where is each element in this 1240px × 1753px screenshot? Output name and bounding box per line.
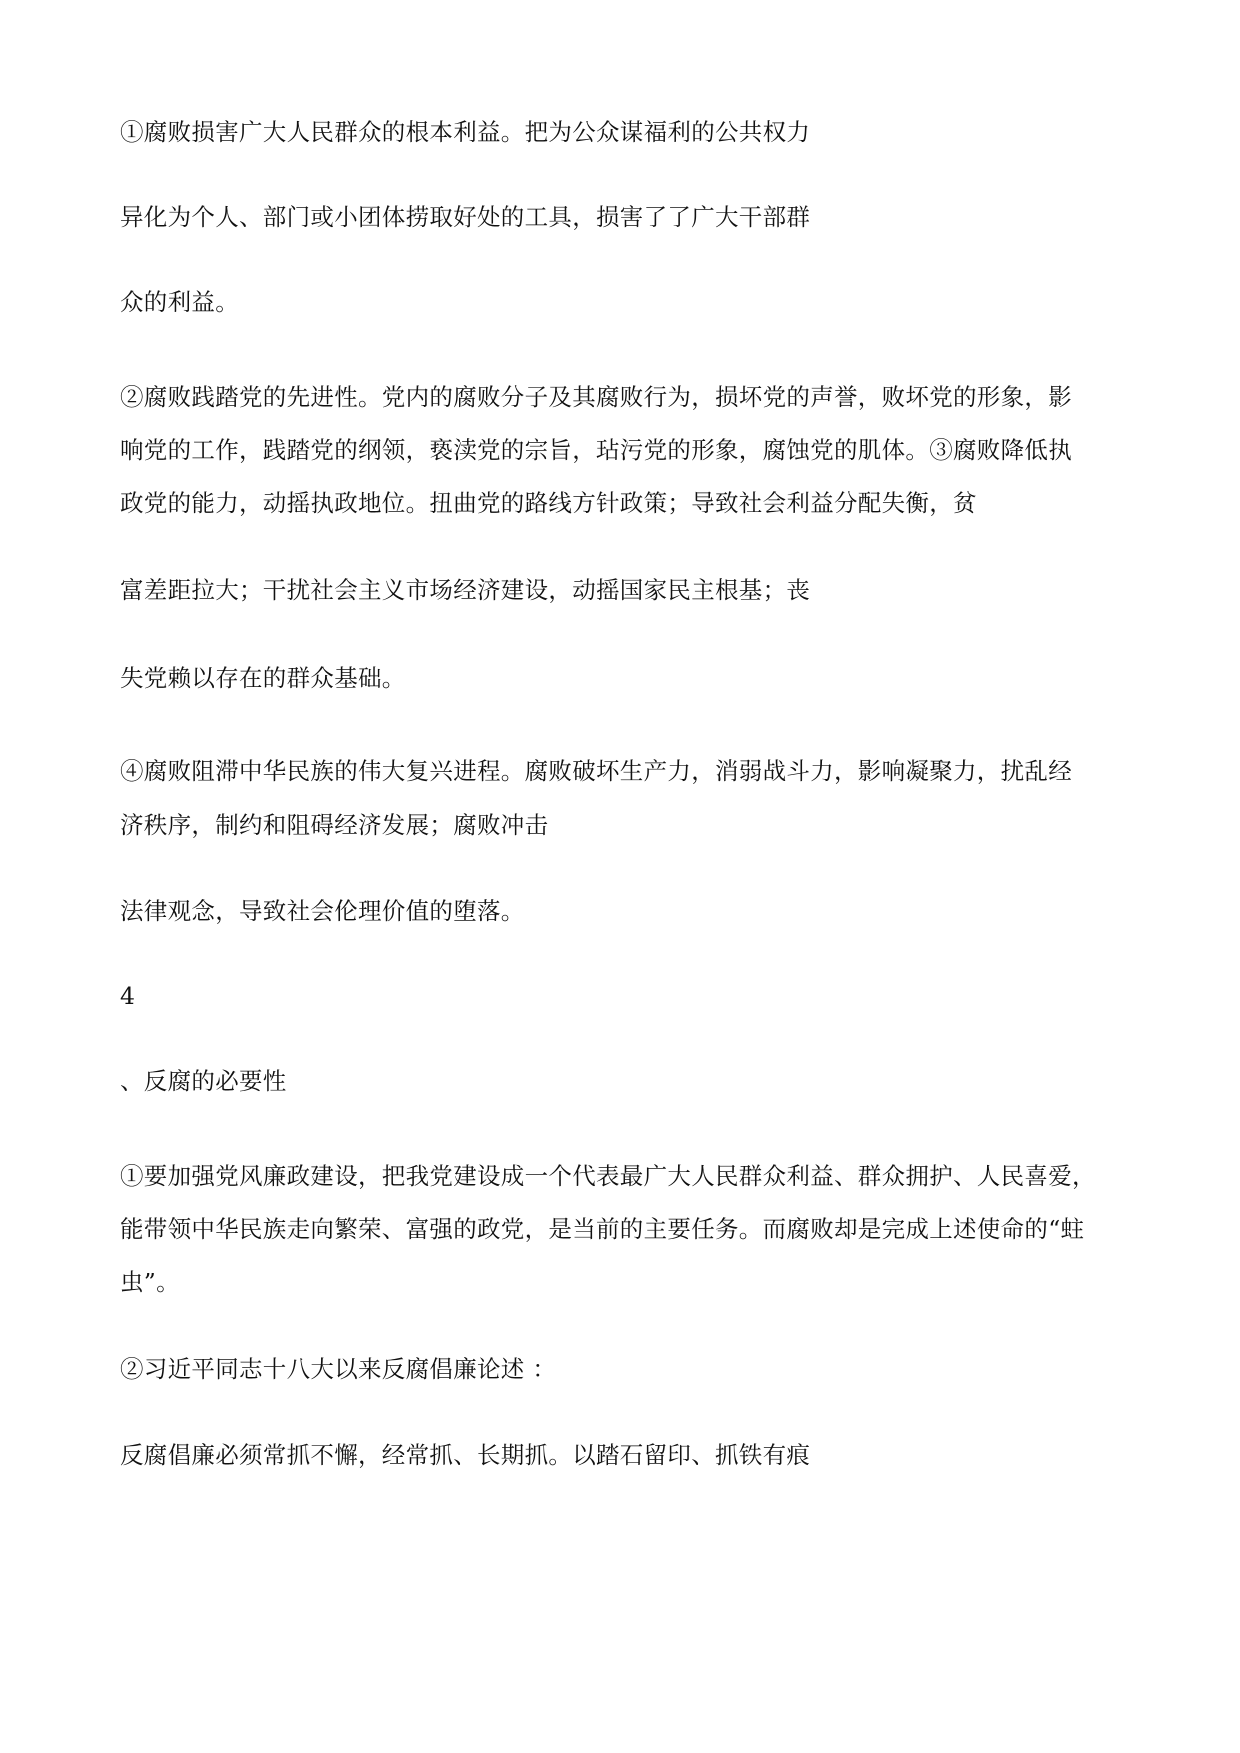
- text-line: 反腐倡廉必须常抓不懈，经常抓、长期抓。以踏石留印、抓铁有痕: [120, 1441, 811, 1469]
- text-line: 济秩序，制约和阻碍经济发展；腐败冲击: [120, 811, 549, 839]
- text-line: ④腐败阻滞中华民族的伟大复兴进程。腐败破坏生产力，消弱战斗力，影响凝聚力，扰乱经: [120, 757, 1072, 785]
- text-line: 富差距拉大；干扰社会主义市场经济建设，动摇国家民主根基；丧: [120, 576, 811, 604]
- text-line: ②腐败践踏党的先进性。党内的腐败分子及其腐败行为，损坏党的声誉，败坏党的形象，影: [120, 383, 1072, 411]
- text-line: 众的利益。: [120, 288, 239, 316]
- text-line: 虫”。: [120, 1268, 180, 1296]
- section-heading: 、反腐的必要性: [120, 1067, 287, 1095]
- text-line: 异化为个人、部门或小团体捞取好处的工具，损害了了广大干部群: [120, 203, 811, 231]
- text-line: 能带领中华民族走向繁荣、富强的政党，是当前的主要任务。而腐败却是完成上述使命的“蛀: [120, 1215, 1085, 1243]
- text-line: ②习近平同志十八大以来反腐倡廉论述 ：: [120, 1355, 557, 1383]
- section-number: 4: [120, 982, 136, 1010]
- text-line: 响党的工作，践踏党的纲领，亵渎党的宗旨，玷污党的形象，腐蚀党的肌体。③腐败降低执: [120, 436, 1072, 464]
- text-line: ①要加强党风廉政建设，把我党建设成一个代表最广大人民群众利益、群众拥护、人民喜爱，: [120, 1162, 1096, 1190]
- text-line: ①腐败损害广大人民群众的根本利益。把为公众谋福利的公共权力: [120, 118, 811, 146]
- text-line: 法律观念，导致社会伦理价值的堕落。: [120, 897, 525, 925]
- text-line: 政党的能力，动摇执政地位。扭曲党的路线方针政策；导致社会利益分配失衡，贫: [120, 489, 977, 517]
- text-line: 失党赖以存在的群众基础。: [120, 664, 406, 692]
